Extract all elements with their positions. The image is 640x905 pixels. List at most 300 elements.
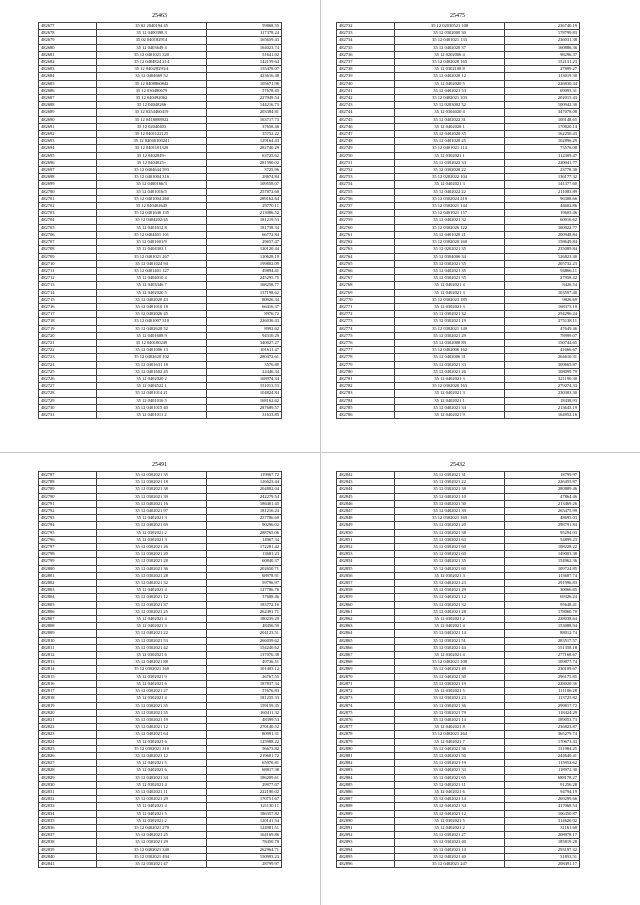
- row-amount-cell: 275138.11: [505, 318, 580, 325]
- row-amount-cell: 183772.16: [207, 601, 282, 608]
- row-amount-cell: 279274.33: [505, 383, 580, 390]
- table-row: [39, 390, 282, 397]
- row-amount-cell: 54899.23: [505, 536, 580, 543]
- table-row: [39, 788, 282, 795]
- table-row: [39, 680, 282, 687]
- table-row: [337, 860, 580, 867]
- row-code-cell: 35 12 0402021 14: [395, 716, 505, 723]
- table-row: [337, 109, 580, 116]
- row-amount-cell: 277168.67: [505, 652, 580, 659]
- table-row: [39, 361, 282, 368]
- row-id-cell: 482804: [39, 594, 97, 601]
- row-id-cell: 482762: [337, 239, 395, 246]
- row-id-cell: 482683: [39, 66, 97, 73]
- row-code-cell: 35 12 0302021 4: [395, 652, 505, 659]
- row-id-cell: 482751: [337, 159, 395, 166]
- row-amount-cell: 155478.07: [207, 66, 282, 73]
- row-code-cell: 35 12 0402020 2: [97, 375, 207, 382]
- row-code-cell: 35 12 0402021 26: [395, 368, 505, 375]
- row-id-cell: 482809: [39, 630, 97, 637]
- row-code-cell: 35 12 0302021 29: [97, 839, 207, 846]
- row-code-cell: 35 12 0302008 89: [395, 339, 505, 346]
- row-amount-cell: 144216.73: [207, 102, 282, 109]
- row-amount-cell: 287689.57: [207, 404, 282, 411]
- table-row: [39, 231, 282, 238]
- row-id-cell: 482735: [337, 44, 395, 51]
- row-code-cell: 35 12 0402021 3: [395, 390, 505, 397]
- row-code-cell: 35 12 0302021 20: [395, 522, 505, 529]
- row-amount-cell: 309665.87: [505, 361, 580, 368]
- row-amount-cell: 296175.85: [505, 673, 580, 680]
- row-amount-cell: 37608.46: [207, 594, 282, 601]
- row-id-cell: 482766: [337, 267, 395, 274]
- row-amount-cell: 129164.43: [207, 138, 282, 145]
- table-row: [337, 839, 580, 846]
- table-row: [39, 246, 282, 253]
- row-code-cell: 35 12 0302021 47: [97, 860, 207, 867]
- row-amount-cell: 65970.81: [207, 760, 282, 767]
- row-amount-cell: 186357.82: [207, 810, 282, 817]
- row-amount-cell: 96308.66: [505, 195, 580, 202]
- row-amount-cell: 228020.36: [505, 680, 580, 687]
- row-code-cell: 35 12 0202006 4: [395, 51, 505, 58]
- row-code-cell: 35 12 0302021 35: [97, 702, 207, 709]
- row-id-cell: 482752: [337, 167, 395, 174]
- row-code-cell: 35 12 0402021 35: [395, 267, 505, 274]
- row-code-cell: 35 12 0402021 5: [97, 760, 207, 767]
- row-code-cell: 35 12 0402021 40: [395, 853, 505, 860]
- row-code-cell: 35 12 0402021 69: [97, 522, 207, 529]
- row-amount-cell: 288765.06: [207, 529, 282, 536]
- row-id-cell: 482795: [39, 529, 97, 536]
- row-id-cell: 482681: [39, 51, 97, 58]
- row-id-cell: 482834: [39, 810, 97, 817]
- row-amount-cell: 120141.54: [207, 817, 282, 824]
- table-row: [39, 66, 282, 73]
- row-code-cell: 35 12 0302021 79: [395, 709, 505, 716]
- row-amount-cell: 181219.53: [207, 217, 282, 224]
- row-amount-cell: 226036.43: [207, 318, 282, 325]
- row-id-cell: 482694: [39, 145, 97, 152]
- row-code-cell: 35 12 0404025+: [97, 159, 207, 166]
- table-row: [337, 774, 580, 781]
- row-amount-cell: 164169.86: [207, 832, 282, 839]
- row-amount-cell: 280889.46: [505, 486, 580, 493]
- table-row: [337, 601, 580, 608]
- row-id-cell: 482748: [337, 138, 395, 145]
- table-row: [39, 289, 282, 296]
- table-row: [39, 774, 282, 781]
- table-row: [337, 608, 580, 615]
- table-row: [337, 558, 580, 565]
- table-row: [39, 644, 282, 651]
- row-id-cell: 482869: [337, 666, 395, 673]
- table-row: [337, 224, 580, 231]
- table-row: [337, 738, 580, 745]
- row-amount-cell: 340027.27: [207, 339, 282, 346]
- row-amount-cell: 236823.87: [505, 724, 580, 731]
- table-row: [39, 23, 282, 30]
- row-code-cell: 35 12 0202022 104: [395, 174, 505, 181]
- row-amount-cell: 264610.31: [505, 354, 580, 361]
- table-row: [337, 493, 580, 500]
- row-amount-cell: 37658.46: [207, 123, 282, 130]
- row-amount-cell: 119967.72: [207, 472, 282, 479]
- row-amount-cell: 289162.64: [207, 195, 282, 202]
- row-amount-cell: 220041.77: [505, 159, 580, 166]
- table-row: [337, 637, 580, 644]
- row-amount-cell: 31161.68: [505, 824, 580, 831]
- row-id-cell: 482800: [39, 565, 97, 572]
- table-row: [39, 159, 282, 166]
- row-id-cell: 482678: [39, 30, 97, 37]
- table-row: [39, 623, 282, 630]
- row-code-cell: 35 12 0400398 3: [97, 30, 207, 37]
- table-row: [39, 267, 282, 274]
- table-row: [39, 738, 282, 745]
- row-code-cell: 35 12 0402022 31: [395, 116, 505, 123]
- row-id-cell: 482686: [39, 87, 97, 94]
- row-code-cell: 35 12 0202021 35: [395, 246, 505, 253]
- table-row: [39, 508, 282, 515]
- table-row: [39, 275, 282, 282]
- row-amount-cell: 244640.41: [505, 752, 580, 759]
- table-row: [39, 44, 282, 51]
- row-amount-cell: 262491.71: [207, 608, 282, 615]
- row-amount-cell: 291996.83: [505, 580, 580, 587]
- row-id-cell: 482749: [337, 145, 395, 152]
- row-amount-cell: 126823.40: [505, 253, 580, 260]
- row-id-cell: 482677: [39, 23, 97, 30]
- row-code-cell: 35 12 0302021 18: [97, 479, 207, 486]
- row-id-cell: 482719: [39, 325, 97, 332]
- table-row: [337, 73, 580, 80]
- row-id-cell: 482861: [337, 608, 395, 615]
- row-code-cell: 35 12 0402021 6: [97, 767, 207, 774]
- row-id-cell: 482713: [39, 282, 97, 289]
- row-amount-cell: 688178.27: [505, 774, 580, 781]
- row-amount-cell: 31853.51: [505, 853, 580, 860]
- row-code-cell: 35 12 0401601/9: [97, 239, 207, 246]
- row-amount-cell: 56673.82: [207, 745, 282, 752]
- table-row: [337, 87, 580, 94]
- data-table: [38, 471, 282, 868]
- row-amount-cell: 186209.61: [207, 774, 282, 781]
- row-id-cell: 482888: [337, 803, 395, 810]
- table-row: [39, 486, 282, 493]
- row-code-cell: 35 12 0302021 32: [395, 601, 505, 608]
- row-code-cell: 35 12 0302021 38: [97, 486, 207, 493]
- row-id-cell: 482822: [39, 724, 97, 731]
- row-code-cell: 35 12 0402620 102: [97, 354, 207, 361]
- table-row: [337, 318, 580, 325]
- table-row: [39, 824, 282, 831]
- row-code-cell: 35 12 0404401 101: [97, 231, 207, 238]
- row-amount-cell: 113019.30: [505, 73, 580, 80]
- row-code-cell: 35 12 0401021 267: [97, 253, 207, 260]
- row-amount-cell: 66416.37: [207, 303, 282, 310]
- table-row: [39, 347, 282, 354]
- table-row: [337, 325, 580, 332]
- table-row: [337, 131, 580, 138]
- row-amount-cell: 88012.74: [505, 630, 580, 637]
- row-code-cell: 35 12 0302021 35: [395, 260, 505, 267]
- table-row: [337, 695, 580, 702]
- row-id-cell: 482860: [337, 601, 395, 608]
- row-id-cell: 482742: [337, 95, 395, 102]
- table-row: [39, 652, 282, 659]
- table-row: [337, 644, 580, 651]
- row-amount-cell: 137198.62: [207, 289, 282, 296]
- row-code-cell: 35 12 0302026 122: [395, 224, 505, 231]
- row-id-cell: 482704: [39, 217, 97, 224]
- table-row: [39, 102, 282, 109]
- row-code-cell: 35 12 0402020 5: [97, 289, 207, 296]
- table-row: [39, 87, 282, 94]
- row-id-cell: 482808: [39, 623, 97, 630]
- row-amount-cell: 117378.24: [207, 30, 282, 37]
- table-row: [39, 472, 282, 479]
- table-row: [39, 695, 282, 702]
- row-id-cell: 482889: [337, 810, 395, 817]
- row-id-cell: 482799: [39, 558, 97, 565]
- row-code-cell: 35 12 0402021 16: [97, 500, 207, 507]
- row-amount-cell: 80991.31: [207, 731, 282, 738]
- row-id-cell: 482825: [39, 745, 97, 752]
- row-id-cell: 482816: [39, 680, 97, 687]
- row-code-cell: 35 12 040100249: [97, 339, 207, 346]
- row-id-cell: 482884: [337, 774, 395, 781]
- table-row: [39, 224, 282, 231]
- table-row: [39, 479, 282, 486]
- row-code-cell: 35 12 0302021 25: [97, 608, 207, 615]
- row-code-cell: 35 12 0402021 49: [395, 666, 505, 673]
- row-id-cell: 482894: [337, 846, 395, 853]
- row-code-cell: 35 12 0402028 165: [395, 59, 505, 66]
- row-amount-cell: 108099.79: [505, 368, 580, 375]
- row-id-cell: 482821: [39, 716, 97, 723]
- row-code-cell: 35 12 0401640 135: [97, 210, 207, 217]
- table-row: [39, 839, 282, 846]
- table-row: [337, 824, 580, 831]
- row-code-cell: 35 12 0404522 1: [97, 383, 207, 390]
- row-amount-cell: 417068.54: [505, 803, 580, 810]
- table-row: [337, 368, 580, 375]
- row-code-cell: 35 12 0401024 94: [97, 260, 207, 267]
- row-amount-cell: 151013.53: [207, 383, 282, 390]
- row-id-cell: 482700: [39, 188, 97, 195]
- row-amount-cell: 181738.34: [207, 224, 282, 231]
- row-id-cell: 482878: [337, 731, 395, 738]
- row-code-cell: 35 12 0302021 2: [97, 817, 207, 824]
- table-row: [337, 529, 580, 536]
- table-row: [337, 138, 580, 145]
- row-amount-cell: 68978.91: [207, 572, 282, 579]
- row-amount-cell: 28799.97: [207, 860, 282, 867]
- row-code-cell: 35 12 0403649 4: [97, 44, 207, 51]
- row-id-cell: 482738: [337, 66, 395, 73]
- table-row: [337, 390, 580, 397]
- row-id-cell: 482893: [337, 839, 395, 846]
- row-code-cell: 35 12 0402021 3: [97, 623, 207, 630]
- row-amount-cell: 73576.08: [505, 145, 580, 152]
- row-code-cell: 35 12 0302021 36: [395, 702, 505, 709]
- row-id-cell: 482824: [39, 738, 97, 745]
- row-id-cell: 482851: [337, 536, 395, 543]
- table-row: [39, 702, 282, 709]
- table-row: [39, 332, 282, 339]
- row-code-cell: 35 12 0402021 34: [97, 774, 207, 781]
- row-id-cell: 482695: [39, 152, 97, 159]
- row-code-cell: 35 12 0401004 260: [97, 195, 207, 202]
- row-code-cell: 35 12 0402021 34: [395, 404, 505, 411]
- row-id-cell: 482892: [337, 832, 395, 839]
- row-id-cell: 482725: [39, 368, 97, 375]
- row-id-cell: 482811: [39, 644, 97, 651]
- row-code-cell: 35 12 0402620 52: [97, 325, 207, 332]
- row-amount-cell: 227949.54: [207, 95, 282, 102]
- row-amount-cell: 3576.80: [207, 361, 282, 368]
- row-id-cell: 482839: [39, 846, 97, 853]
- table-row: [39, 832, 282, 839]
- table-row: [39, 846, 282, 853]
- row-amount-cell: 245295.75: [207, 275, 282, 282]
- table-row: [39, 59, 282, 66]
- table-row: [337, 472, 580, 479]
- row-amount-cell: 365279.74: [505, 731, 580, 738]
- table-row: [337, 167, 580, 174]
- row-amount-cell: 282740.29: [207, 145, 282, 152]
- row-amount-cell: 280472.61: [207, 354, 282, 361]
- row-code-cell: 35 12 0402021 3: [395, 375, 505, 382]
- row-code-cell: 35 12 0402021 33: [395, 767, 505, 774]
- row-id-cell: 482754: [337, 181, 395, 188]
- row-id-cell: 482805: [39, 601, 97, 608]
- row-amount-cell: 8426.54: [505, 282, 580, 289]
- table-row: [337, 332, 580, 339]
- row-id-cell: 482733: [337, 30, 395, 37]
- row-id-cell: 482761: [337, 231, 395, 238]
- row-amount-cell: 168258.77: [207, 282, 282, 289]
- row-code-cell: 35 12 0401631 18: [97, 361, 207, 368]
- row-amount-cell: 105671.96: [207, 80, 282, 87]
- row-code-cell: 35 12 0402006 31: [395, 354, 505, 361]
- data-table: [336, 471, 580, 868]
- row-code-cell: 35 12 0402020 5: [395, 80, 505, 87]
- row-code-cell: 35 12 0302021 60: [395, 544, 505, 551]
- row-code-cell: 35 12 0403346 7: [97, 282, 207, 289]
- row-id-cell: 482730: [39, 404, 97, 411]
- panel-title: 25491: [152, 462, 167, 468]
- row-id-cell: 482833: [39, 803, 97, 810]
- table-row: [337, 95, 580, 102]
- row-id-cell: 482876: [337, 716, 395, 723]
- row-code-cell: 35 12 0302024 219: [395, 195, 505, 202]
- table-row: [337, 587, 580, 594]
- row-code-cell: 35 12 0302021 28: [97, 572, 207, 579]
- row-amount-cell: 91256.28: [505, 781, 580, 788]
- row-amount-cell: 23778.30: [505, 167, 580, 174]
- table-row: [39, 260, 282, 267]
- row-id-cell: 482807: [39, 616, 97, 623]
- row-id-cell: 482870: [337, 673, 395, 680]
- row-id-cell: 482862: [337, 616, 395, 623]
- row-code-cell: 35 12 0304020 4: [395, 109, 505, 116]
- row-code-cell: 35 12 0302021 37: [97, 601, 207, 608]
- row-id-cell: 482750: [337, 152, 395, 159]
- row-id-cell: 482866: [337, 644, 395, 651]
- table-row: [337, 397, 580, 404]
- row-amount-cell: 47649.46: [505, 325, 580, 332]
- table-row: [337, 282, 580, 289]
- row-id-cell: 482760: [337, 224, 395, 231]
- row-id-cell: 482765: [337, 260, 395, 267]
- table-row: [39, 375, 282, 382]
- row-id-cell: 482784: [337, 397, 395, 404]
- row-code-cell: 35 12 0302021 494: [97, 853, 207, 860]
- table-row: [337, 731, 580, 738]
- row-code-cell: 35 12 0402021 247: [395, 860, 505, 867]
- table-row: [337, 580, 580, 587]
- row-id-cell: 482711: [39, 267, 97, 274]
- row-id-cell: 482849: [337, 522, 395, 529]
- row-amount-cell: 152131.23: [505, 59, 580, 66]
- row-amount-cell: 120628.19: [207, 253, 282, 260]
- row-id-cell: 482702: [39, 203, 97, 210]
- table-row: [39, 37, 282, 44]
- row-amount-cell: 228038.64: [505, 616, 580, 623]
- row-id-cell: 482687: [39, 95, 97, 102]
- row-code-cell: 35 12 0408860842: [97, 80, 207, 87]
- row-code-cell: 35 12 0302021 20: [97, 551, 207, 558]
- row-amount-cell: 101403.12: [207, 666, 282, 673]
- row-code-cell: 35 12 0402021 35: [395, 558, 505, 565]
- row-code-cell: 35 12 0302023 185: [395, 296, 505, 303]
- table-row: [39, 80, 282, 87]
- row-code-cell: 35 12 0401020 21: [395, 231, 505, 238]
- table-row: [39, 666, 282, 673]
- row-code-cell: 35 12 0302021 32: [395, 311, 505, 318]
- row-id-cell: 482783: [337, 390, 395, 397]
- table-row: [337, 716, 580, 723]
- row-code-cell: 35 12 0401122125: [97, 131, 207, 138]
- row-code-cell: 35 12 0401006 13: [97, 347, 207, 354]
- table-row: [39, 659, 282, 666]
- row-amount-cell: 299817.72: [505, 702, 580, 709]
- row-id-cell: 482883: [337, 767, 395, 774]
- row-code-cell: 35 12 0401401 127: [97, 267, 207, 274]
- row-id-cell: 482770: [337, 296, 395, 303]
- row-id-cell: 482776: [337, 339, 395, 346]
- row-amount-cell: 208491.17: [505, 860, 580, 867]
- row-amount-cell: 120120.44: [207, 246, 282, 253]
- row-amount-cell: 168373.19: [505, 303, 580, 310]
- table-row: [39, 325, 282, 332]
- row-code-cell: 35 12 0402021 6: [395, 788, 505, 795]
- table-row: [337, 522, 580, 529]
- table-row: [337, 210, 580, 217]
- row-amount-cell: 226455.87: [505, 479, 580, 486]
- row-code-cell: 35 12 04048266: [97, 102, 207, 109]
- row-amount-cell: 29770.11: [207, 203, 282, 210]
- row-id-cell: 482693: [39, 138, 97, 145]
- table-row: [337, 66, 580, 73]
- table-row: [39, 860, 282, 867]
- row-id-cell: 482788: [39, 479, 97, 486]
- row-id-cell: 482689: [39, 109, 97, 116]
- row-id-cell: 482707: [39, 239, 97, 246]
- row-amount-cell: 68817.38: [207, 767, 282, 774]
